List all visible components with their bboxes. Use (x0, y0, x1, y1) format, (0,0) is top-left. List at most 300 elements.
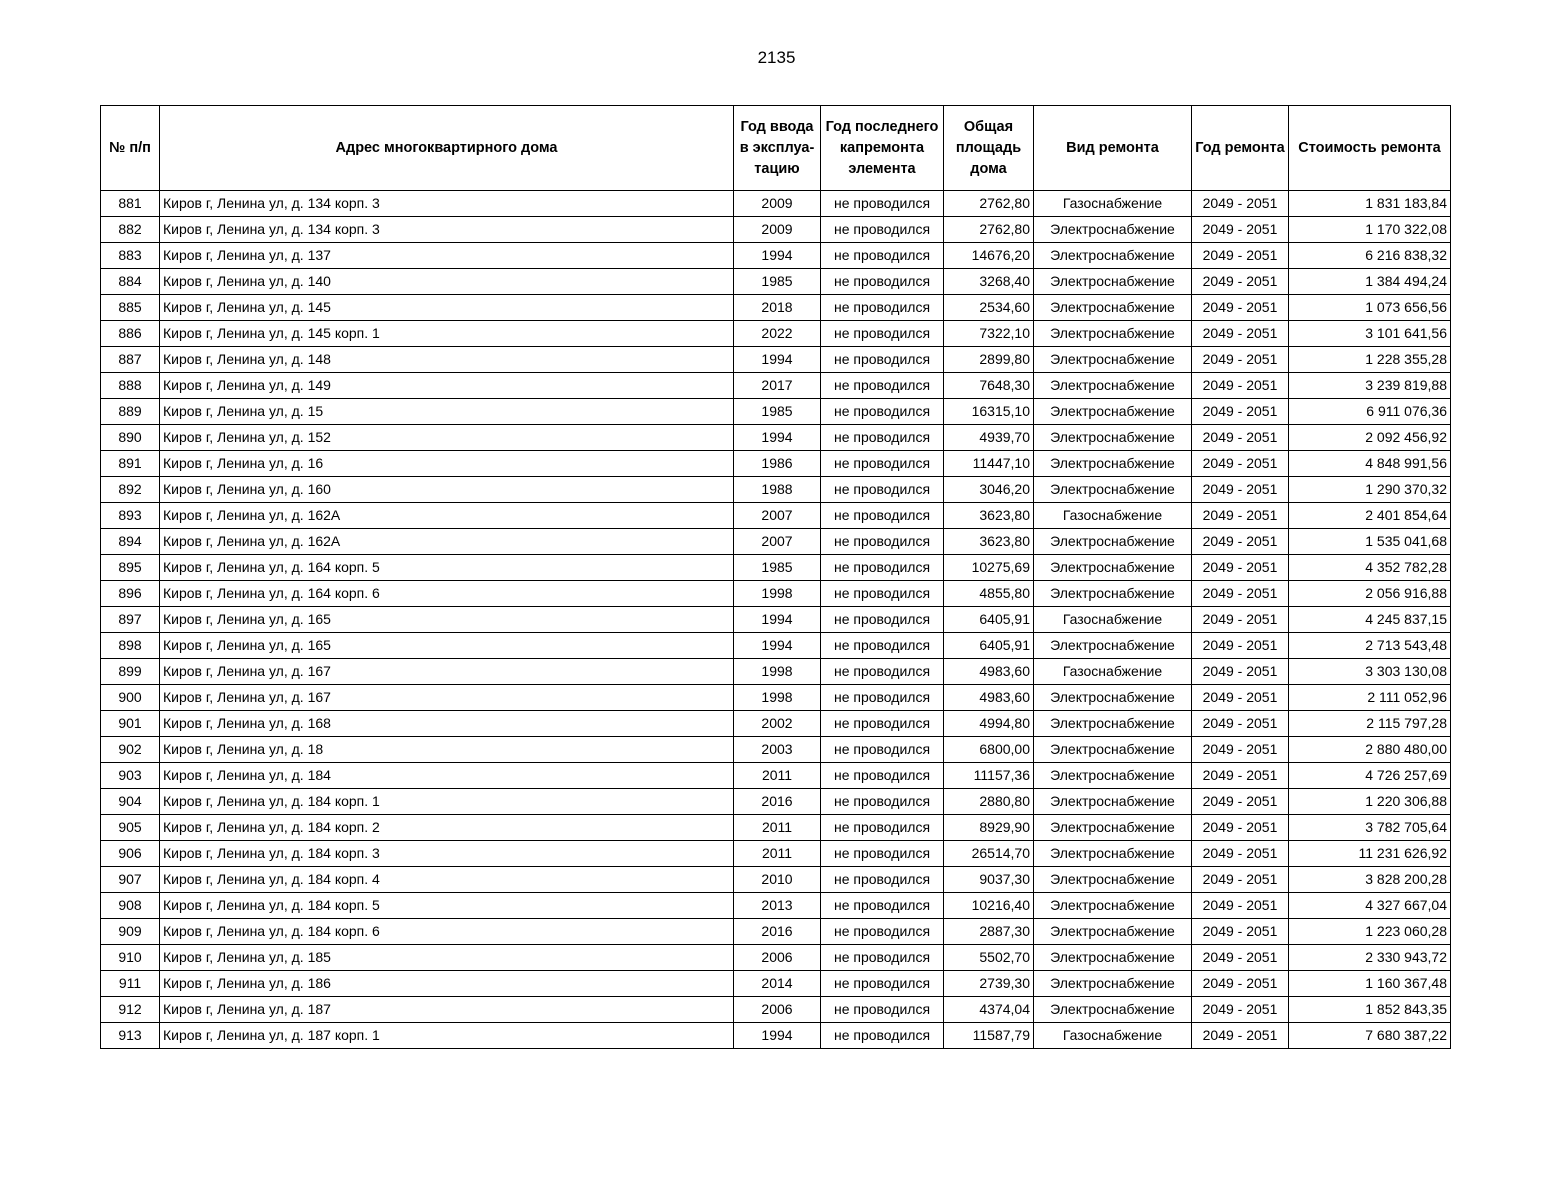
cell-cost: 1 290 370,32 (1289, 477, 1451, 503)
cell-cost: 1 223 060,28 (1289, 919, 1451, 945)
cell-last-repair: не проводился (821, 217, 944, 243)
cell-num: 895 (101, 555, 160, 581)
cell-num: 889 (101, 399, 160, 425)
cell-cost: 2 330 943,72 (1289, 945, 1451, 971)
cell-repair-period: 2049 - 2051 (1192, 451, 1289, 477)
cell-last-repair: не проводился (821, 893, 944, 919)
cell-address: Киров г, Ленина ул, д. 164 корп. 5 (160, 555, 734, 581)
cell-repair-type: Электроснабжение (1034, 217, 1192, 243)
cell-address: Киров г, Ленина ул, д. 148 (160, 347, 734, 373)
cell-area: 16315,10 (944, 399, 1034, 425)
cell-last-repair: не проводился (821, 581, 944, 607)
cell-repair-type: Электроснабжение (1034, 581, 1192, 607)
cell-area: 2887,30 (944, 919, 1034, 945)
cell-repair-period: 2049 - 2051 (1192, 347, 1289, 373)
cell-cost: 6 216 838,32 (1289, 243, 1451, 269)
cell-address: Киров г, Ленина ул, д. 184 корп. 4 (160, 867, 734, 893)
cell-last-repair: не проводился (821, 321, 944, 347)
cell-area: 2762,80 (944, 191, 1034, 217)
cell-num: 910 (101, 945, 160, 971)
cell-area: 4939,70 (944, 425, 1034, 451)
cell-address: Киров г, Ленина ул, д. 168 (160, 711, 734, 737)
cell-repair-period: 2049 - 2051 (1192, 425, 1289, 451)
table-row (101, 971, 1451, 997)
header-last-repair: Год последнего капремонта элемента (821, 106, 944, 191)
cell-address: Киров г, Ленина ул, д. 185 (160, 945, 734, 971)
cell-repair-type: Газоснабжение (1034, 503, 1192, 529)
cell-last-repair: не проводился (821, 191, 944, 217)
cell-address: Киров г, Ленина ул, д. 15 (160, 399, 734, 425)
table-row (101, 451, 1451, 477)
cell-address: Киров г, Ленина ул, д. 140 (160, 269, 734, 295)
cell-address: Киров г, Ленина ул, д. 187 корп. 1 (160, 1023, 734, 1049)
cell-cost: 3 303 130,08 (1289, 659, 1451, 685)
cell-cost: 2 713 543,48 (1289, 633, 1451, 659)
table-row (101, 425, 1451, 451)
table-row (101, 685, 1451, 711)
cell-repair-period: 2049 - 2051 (1192, 971, 1289, 997)
cell-repair-type: Электроснабжение (1034, 841, 1192, 867)
cell-address: Киров г, Ленина ул, д. 165 (160, 607, 734, 633)
table-row (101, 789, 1451, 815)
cell-cost: 1 220 306,88 (1289, 789, 1451, 815)
cell-num: 886 (101, 321, 160, 347)
cell-cost: 1 170 322,08 (1289, 217, 1451, 243)
cell-repair-type: Электроснабжение (1034, 347, 1192, 373)
cell-num: 901 (101, 711, 160, 737)
cell-area: 4994,80 (944, 711, 1034, 737)
cell-area: 4983,60 (944, 659, 1034, 685)
cell-year: 1998 (734, 685, 821, 711)
cell-repair-period: 2049 - 2051 (1192, 373, 1289, 399)
cell-repair-period: 2049 - 2051 (1192, 685, 1289, 711)
table-row (101, 321, 1451, 347)
cell-num: 883 (101, 243, 160, 269)
cell-year: 2010 (734, 867, 821, 893)
cell-address: Киров г, Ленина ул, д. 162А (160, 503, 734, 529)
table-row (101, 581, 1451, 607)
cell-area: 2899,80 (944, 347, 1034, 373)
cell-repair-type: Электроснабжение (1034, 529, 1192, 555)
table-row (101, 477, 1451, 503)
cell-last-repair: не проводился (821, 737, 944, 763)
cell-repair-period: 2049 - 2051 (1192, 269, 1289, 295)
cell-repair-period: 2049 - 2051 (1192, 945, 1289, 971)
cell-cost: 3 828 200,28 (1289, 867, 1451, 893)
cell-year: 2022 (734, 321, 821, 347)
cell-cost: 4 327 667,04 (1289, 893, 1451, 919)
header-repair-period: Год ремонта (1192, 106, 1289, 191)
cell-address: Киров г, Ленина ул, д. 152 (160, 425, 734, 451)
cell-num: 898 (101, 633, 160, 659)
cell-cost: 1 160 367,48 (1289, 971, 1451, 997)
cell-cost: 1 384 494,24 (1289, 269, 1451, 295)
cell-last-repair: не проводился (821, 711, 944, 737)
header-area: Общая площадь дома (944, 106, 1034, 191)
cell-repair-type: Электроснабжение (1034, 295, 1192, 321)
table-row (101, 191, 1451, 217)
cell-address: Киров г, Ленина ул, д. 162А (160, 529, 734, 555)
cell-repair-period: 2049 - 2051 (1192, 737, 1289, 763)
cell-num: 902 (101, 737, 160, 763)
cell-num: 888 (101, 373, 160, 399)
table-row (101, 763, 1451, 789)
cell-num: 900 (101, 685, 160, 711)
cell-repair-type: Газоснабжение (1034, 191, 1192, 217)
cell-year: 1994 (734, 243, 821, 269)
cell-repair-type: Электроснабжение (1034, 711, 1192, 737)
cell-num: 899 (101, 659, 160, 685)
header-cost: Стоимость ремонта (1289, 106, 1451, 191)
cell-repair-type: Газоснабжение (1034, 1023, 1192, 1049)
table-row (101, 555, 1451, 581)
cell-area: 10275,69 (944, 555, 1034, 581)
cell-address: Киров г, Ленина ул, д. 184 корп. 2 (160, 815, 734, 841)
cell-cost: 4 245 837,15 (1289, 607, 1451, 633)
table-row (101, 737, 1451, 763)
cell-last-repair: не проводился (821, 373, 944, 399)
cell-repair-type: Электроснабжение (1034, 867, 1192, 893)
cell-repair-period: 2049 - 2051 (1192, 1023, 1289, 1049)
cell-num: 890 (101, 425, 160, 451)
cell-repair-period: 2049 - 2051 (1192, 789, 1289, 815)
cell-num: 912 (101, 997, 160, 1023)
cell-year: 2014 (734, 971, 821, 997)
header-num: № п/п (101, 106, 160, 191)
table-row (101, 919, 1451, 945)
cell-repair-type: Электроснабжение (1034, 815, 1192, 841)
cell-cost: 3 239 819,88 (1289, 373, 1451, 399)
cell-cost: 1 535 041,68 (1289, 529, 1451, 555)
cell-repair-type: Электроснабжение (1034, 399, 1192, 425)
cell-area: 4374,04 (944, 997, 1034, 1023)
cell-num: 908 (101, 893, 160, 919)
cell-year: 1988 (734, 477, 821, 503)
table-row (101, 529, 1451, 555)
header-address: Адрес многоквартирного дома (160, 106, 734, 191)
cell-area: 2739,30 (944, 971, 1034, 997)
cell-year: 1994 (734, 633, 821, 659)
cell-last-repair: не проводился (821, 477, 944, 503)
cell-repair-type: Электроснабжение (1034, 373, 1192, 399)
cell-num: 913 (101, 1023, 160, 1049)
cell-year: 2009 (734, 191, 821, 217)
cell-area: 26514,70 (944, 841, 1034, 867)
cell-last-repair: не проводился (821, 1023, 944, 1049)
cell-repair-period: 2049 - 2051 (1192, 763, 1289, 789)
cell-year: 2002 (734, 711, 821, 737)
cell-repair-period: 2049 - 2051 (1192, 191, 1289, 217)
cell-repair-type: Электроснабжение (1034, 321, 1192, 347)
table-row (101, 893, 1451, 919)
cell-year: 2018 (734, 295, 821, 321)
cell-num: 891 (101, 451, 160, 477)
cell-repair-type: Газоснабжение (1034, 607, 1192, 633)
table-row (101, 295, 1451, 321)
cell-last-repair: не проводился (821, 815, 944, 841)
cell-repair-period: 2049 - 2051 (1192, 399, 1289, 425)
cell-area: 4983,60 (944, 685, 1034, 711)
cell-repair-type: Электроснабжение (1034, 763, 1192, 789)
cell-address: Киров г, Ленина ул, д. 184 корп. 3 (160, 841, 734, 867)
cell-last-repair: не проводился (821, 555, 944, 581)
cell-year: 2011 (734, 815, 821, 841)
cell-address: Киров г, Ленина ул, д. 184 корп. 5 (160, 893, 734, 919)
cell-cost: 4 848 991,56 (1289, 451, 1451, 477)
cell-year: 2016 (734, 919, 821, 945)
table-row (101, 659, 1451, 685)
cell-cost: 2 115 797,28 (1289, 711, 1451, 737)
cell-repair-type: Электроснабжение (1034, 971, 1192, 997)
repair-table (100, 105, 1451, 1049)
table-row (101, 269, 1451, 295)
cell-last-repair: не проводился (821, 659, 944, 685)
cell-last-repair: не проводился (821, 399, 944, 425)
cell-year: 1994 (734, 607, 821, 633)
cell-address: Киров г, Ленина ул, д. 167 (160, 685, 734, 711)
cell-num: 881 (101, 191, 160, 217)
cell-repair-type: Газоснабжение (1034, 659, 1192, 685)
cell-repair-period: 2049 - 2051 (1192, 295, 1289, 321)
cell-year: 2006 (734, 945, 821, 971)
cell-last-repair: не проводился (821, 347, 944, 373)
cell-last-repair: не проводился (821, 867, 944, 893)
cell-cost: 3 101 641,56 (1289, 321, 1451, 347)
cell-address: Киров г, Ленина ул, д. 164 корп. 6 (160, 581, 734, 607)
cell-repair-type: Электроснабжение (1034, 893, 1192, 919)
cell-repair-period: 2049 - 2051 (1192, 633, 1289, 659)
cell-repair-type: Электроснабжение (1034, 425, 1192, 451)
cell-year: 2016 (734, 789, 821, 815)
cell-year: 2006 (734, 997, 821, 1023)
cell-last-repair: не проводился (821, 529, 944, 555)
cell-repair-period: 2049 - 2051 (1192, 659, 1289, 685)
cell-last-repair: не проводился (821, 425, 944, 451)
cell-area: 3623,80 (944, 529, 1034, 555)
cell-area: 14676,20 (944, 243, 1034, 269)
table-row (101, 607, 1451, 633)
cell-num: 905 (101, 815, 160, 841)
cell-year: 1998 (734, 581, 821, 607)
cell-year: 2009 (734, 217, 821, 243)
cell-repair-type: Электроснабжение (1034, 945, 1192, 971)
cell-address: Киров г, Ленина ул, д. 145 (160, 295, 734, 321)
cell-num: 903 (101, 763, 160, 789)
cell-area: 5502,70 (944, 945, 1034, 971)
cell-repair-period: 2049 - 2051 (1192, 581, 1289, 607)
cell-last-repair: не проводился (821, 971, 944, 997)
cell-repair-period: 2049 - 2051 (1192, 503, 1289, 529)
cell-num: 892 (101, 477, 160, 503)
cell-repair-type: Электроснабжение (1034, 997, 1192, 1023)
table-row (101, 503, 1451, 529)
cell-area: 6405,91 (944, 633, 1034, 659)
cell-last-repair: не проводился (821, 633, 944, 659)
cell-address: Киров г, Ленина ул, д. 165 (160, 633, 734, 659)
cell-year: 1985 (734, 555, 821, 581)
cell-repair-period: 2049 - 2051 (1192, 893, 1289, 919)
header-repair-type: Вид ремонта (1034, 106, 1192, 191)
cell-address: Киров г, Ленина ул, д. 167 (160, 659, 734, 685)
cell-year: 2011 (734, 763, 821, 789)
cell-area: 7648,30 (944, 373, 1034, 399)
cell-last-repair: не проводился (821, 763, 944, 789)
table-header-row (101, 106, 1451, 191)
cell-address: Киров г, Ленина ул, д. 145 корп. 1 (160, 321, 734, 347)
cell-last-repair: не проводился (821, 243, 944, 269)
cell-num: 906 (101, 841, 160, 867)
cell-repair-period: 2049 - 2051 (1192, 919, 1289, 945)
cell-area: 11587,79 (944, 1023, 1034, 1049)
cell-address: Киров г, Ленина ул, д. 134 корп. 3 (160, 217, 734, 243)
cell-year: 2007 (734, 529, 821, 555)
cell-repair-type: Электроснабжение (1034, 919, 1192, 945)
cell-repair-period: 2049 - 2051 (1192, 841, 1289, 867)
cell-num: 904 (101, 789, 160, 815)
cell-area: 2762,80 (944, 217, 1034, 243)
cell-num: 887 (101, 347, 160, 373)
cell-address: Киров г, Ленина ул, д. 184 корп. 1 (160, 789, 734, 815)
cell-year: 1985 (734, 399, 821, 425)
cell-repair-type: Электроснабжение (1034, 685, 1192, 711)
cell-address: Киров г, Ленина ул, д. 137 (160, 243, 734, 269)
cell-address: Киров г, Ленина ул, д. 149 (160, 373, 734, 399)
cell-repair-type: Электроснабжение (1034, 789, 1192, 815)
cell-cost: 2 880 480,00 (1289, 737, 1451, 763)
cell-area: 3268,40 (944, 269, 1034, 295)
cell-num: 893 (101, 503, 160, 529)
cell-area: 11157,36 (944, 763, 1034, 789)
cell-num: 909 (101, 919, 160, 945)
cell-year: 1985 (734, 269, 821, 295)
cell-area: 11447,10 (944, 451, 1034, 477)
cell-num: 907 (101, 867, 160, 893)
cell-cost: 11 231 626,92 (1289, 841, 1451, 867)
cell-year: 2017 (734, 373, 821, 399)
cell-last-repair: не проводился (821, 997, 944, 1023)
cell-last-repair: не проводился (821, 503, 944, 529)
cell-cost: 4 352 782,28 (1289, 555, 1451, 581)
cell-num: 882 (101, 217, 160, 243)
cell-address: Киров г, Ленина ул, д. 184 корп. 6 (160, 919, 734, 945)
cell-cost: 1 831 183,84 (1289, 191, 1451, 217)
table-row (101, 243, 1451, 269)
cell-year: 1986 (734, 451, 821, 477)
cell-area: 9037,30 (944, 867, 1034, 893)
table-row (101, 217, 1451, 243)
table-row (101, 815, 1451, 841)
cell-repair-period: 2049 - 2051 (1192, 607, 1289, 633)
cell-area: 6800,00 (944, 737, 1034, 763)
cell-repair-type: Электроснабжение (1034, 269, 1192, 295)
cell-last-repair: не проводился (821, 789, 944, 815)
cell-area: 2534,60 (944, 295, 1034, 321)
cell-repair-period: 2049 - 2051 (1192, 477, 1289, 503)
cell-area: 3623,80 (944, 503, 1034, 529)
cell-address: Киров г, Ленина ул, д. 160 (160, 477, 734, 503)
cell-year: 1994 (734, 425, 821, 451)
table-row (101, 347, 1451, 373)
cell-repair-period: 2049 - 2051 (1192, 321, 1289, 347)
cell-address: Киров г, Ленина ул, д. 134 корп. 3 (160, 191, 734, 217)
cell-num: 894 (101, 529, 160, 555)
cell-area: 7322,10 (944, 321, 1034, 347)
cell-last-repair: не проводился (821, 841, 944, 867)
cell-repair-period: 2049 - 2051 (1192, 243, 1289, 269)
table-row (101, 399, 1451, 425)
cell-year: 1994 (734, 347, 821, 373)
cell-year: 2011 (734, 841, 821, 867)
cell-address: Киров г, Ленина ул, д. 16 (160, 451, 734, 477)
cell-num: 885 (101, 295, 160, 321)
cell-area: 8929,90 (944, 815, 1034, 841)
cell-repair-type: Электроснабжение (1034, 555, 1192, 581)
cell-year: 1994 (734, 1023, 821, 1049)
cell-last-repair: не проводился (821, 451, 944, 477)
cell-area: 10216,40 (944, 893, 1034, 919)
cell-cost: 1 073 656,56 (1289, 295, 1451, 321)
cell-num: 884 (101, 269, 160, 295)
table-row (101, 945, 1451, 971)
cell-area: 6405,91 (944, 607, 1034, 633)
cell-repair-type: Электроснабжение (1034, 477, 1192, 503)
cell-repair-period: 2049 - 2051 (1192, 711, 1289, 737)
cell-repair-period: 2049 - 2051 (1192, 867, 1289, 893)
cell-year: 2003 (734, 737, 821, 763)
cell-address: Киров г, Ленина ул, д. 187 (160, 997, 734, 1023)
cell-repair-period: 2049 - 2051 (1192, 529, 1289, 555)
table-row (101, 867, 1451, 893)
header-year: Год ввода в эксплуа-тацию (734, 106, 821, 191)
cell-address: Киров г, Ленина ул, д. 184 (160, 763, 734, 789)
table-body (101, 191, 1451, 1049)
table-row (101, 711, 1451, 737)
page-number: 2135 (757, 48, 796, 67)
cell-last-repair: не проводился (821, 607, 944, 633)
cell-repair-type: Электроснабжение (1034, 451, 1192, 477)
table-row (101, 841, 1451, 867)
table-row (101, 633, 1451, 659)
cell-area: 2880,80 (944, 789, 1034, 815)
cell-cost: 7 680 387,22 (1289, 1023, 1451, 1049)
cell-area: 3046,20 (944, 477, 1034, 503)
cell-repair-type: Электроснабжение (1034, 243, 1192, 269)
cell-cost: 4 726 257,69 (1289, 763, 1451, 789)
cell-year: 1998 (734, 659, 821, 685)
cell-cost: 1 852 843,35 (1289, 997, 1451, 1023)
cell-area: 4855,80 (944, 581, 1034, 607)
cell-num: 896 (101, 581, 160, 607)
cell-repair-period: 2049 - 2051 (1192, 997, 1289, 1023)
cell-last-repair: не проводился (821, 269, 944, 295)
cell-address: Киров г, Ленина ул, д. 18 (160, 737, 734, 763)
cell-year: 2013 (734, 893, 821, 919)
cell-cost: 2 056 916,88 (1289, 581, 1451, 607)
cell-last-repair: не проводился (821, 295, 944, 321)
cell-repair-period: 2049 - 2051 (1192, 555, 1289, 581)
cell-num: 897 (101, 607, 160, 633)
cell-cost: 2 401 854,64 (1289, 503, 1451, 529)
cell-repair-period: 2049 - 2051 (1192, 217, 1289, 243)
cell-cost: 1 228 355,28 (1289, 347, 1451, 373)
cell-num: 911 (101, 971, 160, 997)
cell-cost: 2 111 052,96 (1289, 685, 1451, 711)
cell-last-repair: не проводился (821, 919, 944, 945)
cell-cost: 6 911 076,36 (1289, 399, 1451, 425)
table-row (101, 373, 1451, 399)
cell-address: Киров г, Ленина ул, д. 186 (160, 971, 734, 997)
cell-last-repair: не проводился (821, 945, 944, 971)
